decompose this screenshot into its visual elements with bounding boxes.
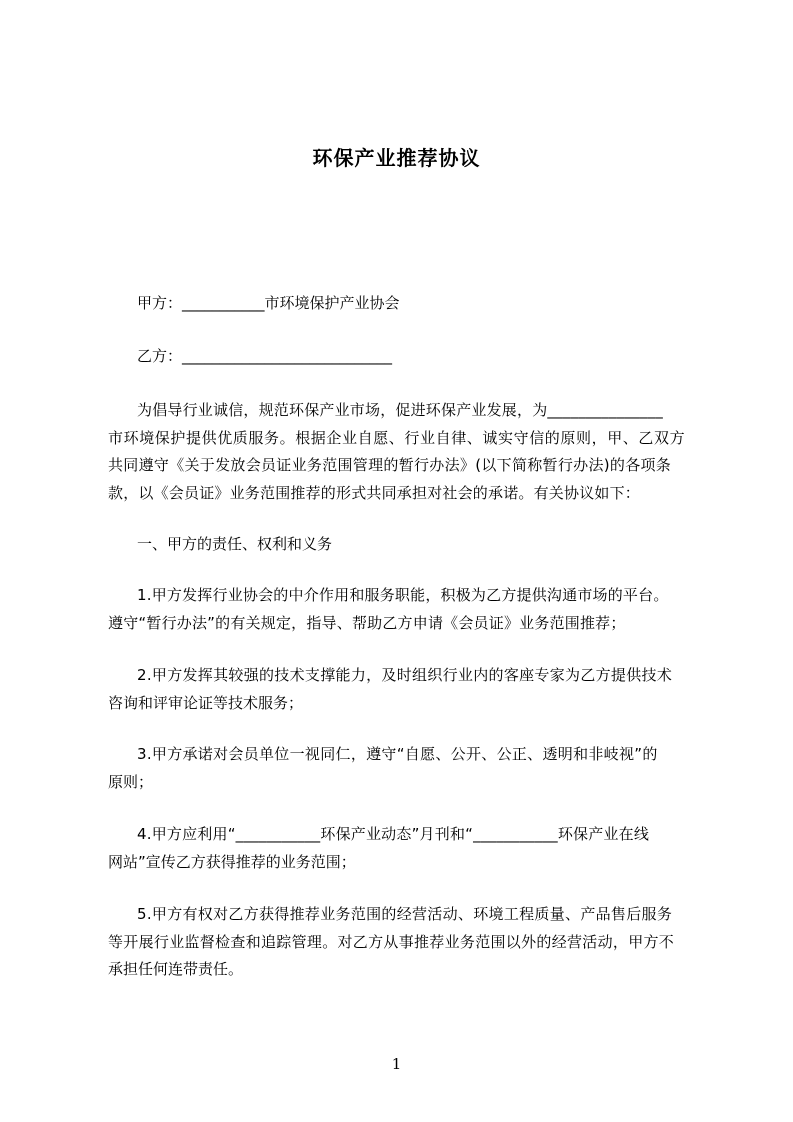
document-title: 环保产业推荐协议 [312,146,481,170]
intro-line-4: 款，以《会员证》业务范围推荐的形式共同承担对社会的承诺。有关协议如下： [108,484,641,502]
page-number: 1 [391,1055,402,1073]
party-b-blank: ____________________________ [182,347,393,365]
item-5-line-3: 承担任何连带责任。 [108,960,244,978]
party-a-name: 市环境保护产业协会 [264,294,400,312]
item-4-line-1: 4.甲方应利用“___________环保产业动态”月刊和“___________环保产业在线 [137,825,650,843]
intro-line-3: 共同遵守《关于发放会员证业务范围管理的暂行办法》(以下简称暂行办法)的各项条 [108,456,672,474]
party-a-line [137,292,731,313]
item-3-line-1: 3.甲方承诺对会员单位一视同仁，遵守“自愿、公开、公正、透明和非岐视”的 [137,745,658,763]
party-b-label: 乙方： [137,347,183,365]
item-4-line-2: 网站”宣传乙方获得推荐的业务范围； [108,853,356,871]
section-1-heading: 一、甲方的责任、权利和义务 [137,535,333,553]
item-1-line-2: 遵守“暂行办法”的有关规定，指导、帮助乙方申请《会员证》业务范围推荐； [108,614,626,632]
item-2-line-1: 2.甲方发挥其较强的技术支撑能力，及时组织行业内的客座专家为乙方提供技术 [137,666,673,684]
intro-line-1: 为倡导行业诚信，规范环保产业市场，促进环保产业发展，为_______________ [137,401,663,419]
item-1-line-1: 1.甲方发挥行业协会的中介作用和服务职能，积极为乙方提供沟通市场的平台。 [137,586,669,604]
party-a-label: 甲方： [137,294,183,312]
party-b-line [137,345,731,366]
item-5-line-1: 5.甲方有权对乙方获得推荐业务范围的经营活动、环境工程质量、产品售后服务 [137,905,673,923]
item-2-line-2: 咨询和评审论证等技术服务； [108,694,304,712]
item-3-line-2: 原则； [108,773,154,791]
intro-line-2: 市环境保护提供优质服务。根据企业自愿、行业自律、诚实守信的原则，甲、乙双方 [108,429,686,447]
party-a-blank: ___________ [182,294,265,312]
item-5-line-2: 等开展行业监督检查和追踪管理。对乙方从事推荐业务范围以外的经营活动，甲方不 [108,933,675,951]
